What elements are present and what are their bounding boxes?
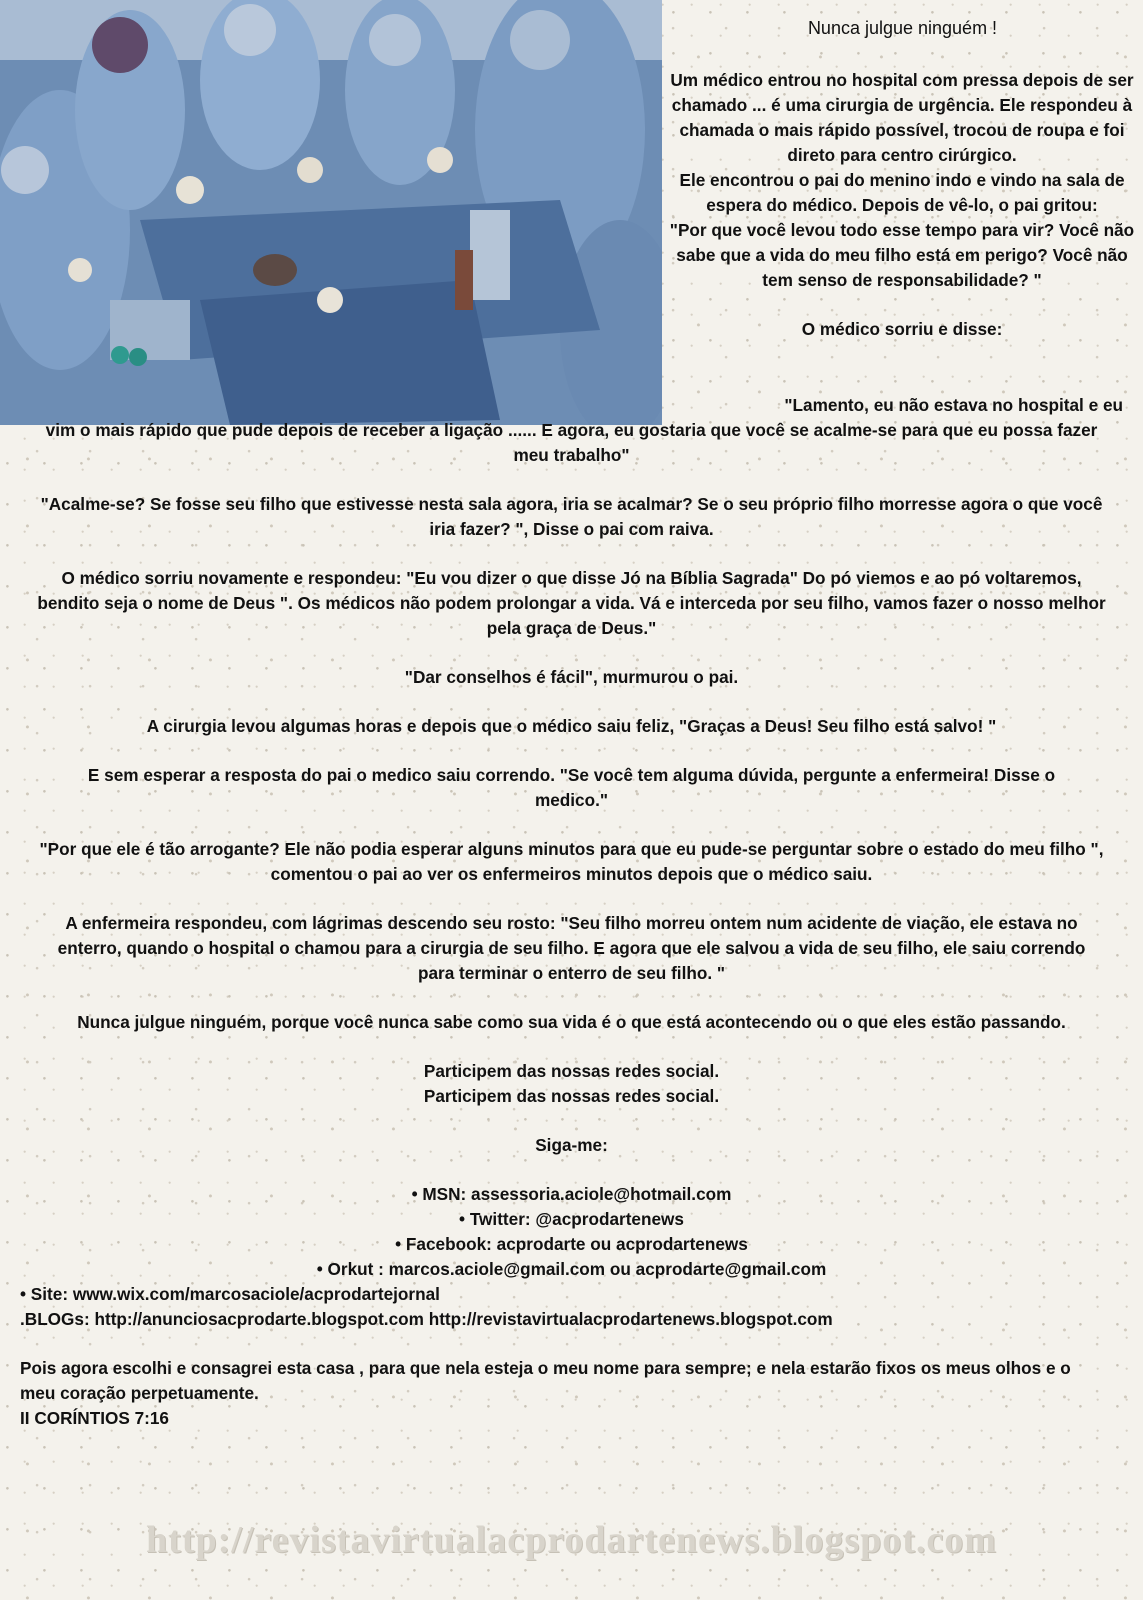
paragraph: "Acalme-se? Se fosse seu filho que estivesse nesta sala agora, iria se acalmar? Se o seu próprio filho morresse agora o que você iria fazer? ", Disse o pai com raiva. [40, 494, 1103, 539]
paragraph: A enfermeira respondeu, com lágrimas descendo seu rosto: "Seu filho morreu ontem num acidente de viação, ele estava no enterro, quando o hospital o chamou para a cirurgia de seu filho. E agora que ele salvou a vida de seu filho, ele saiu correndo para terminar o enterro de seu filho. " [57, 913, 1086, 983]
body-text [0, 393, 1143, 1431]
contact-twitter[interactable]: • Twitter: @acprodartenews [459, 1209, 684, 1229]
page-title: Nunca julgue ninguém ! [807, 18, 998, 38]
watermark-url: http://revistavirtualacprodartenews.blogspot.com [146, 1519, 997, 1561]
paragraph: "Por que ele é tão arrogante? Ele não podia esperar alguns minutos para que eu pude-se perguntar sobre o estado do meu filho ", comentou o pai ao ver os enfermeiros minutos depois que o médico saiu. [39, 839, 1104, 884]
paragraph: "Lamento, eu não estava no hospital e eu [784, 395, 1123, 415]
paragraph: O médico sorriu e disse: [801, 319, 1003, 339]
paragraph: O médico sorriu novamente e respondeu: "Eu vou dizer o que disse Jó na Bíblia Sagrada" Do pó viemos e ao pó voltaremos, bendito seja o nome de Deus ". Os médicos não podem prolongar a vida. Vá e interceda por seu filho, vamos fazer o nosso melhor pela graça de Deus." [37, 568, 1106, 638]
participem-line: Participem das nossas redes social. [423, 1086, 720, 1106]
verse: Pois agora escolhi e consagrei esta casa , para que nela esteja o meu nome para sempre; e nela estarão fixos os meus olhos e o meu coração perpetuamente. [20, 1358, 1071, 1403]
paragraph: E sem esperar a resposta do pai o medico saiu correndo. "Se você tem alguma dúvida, pergunte a enfermeira! Disse o medico." [87, 765, 1056, 810]
side-text [667, 68, 1137, 342]
surgery-photo [0, 0, 662, 425]
participem-line: Participem das nossas redes social. [423, 1061, 720, 1081]
paragraph: "Por que você levou todo esse tempo para vir? Você não sabe que a vida do meu filho está em perigo? Você não tem senso de responsabilidade? " [669, 220, 1135, 290]
paragraph: vim o mais rápido que pude depois de receber a ligação ...... E agora, eu gostaria que você se acalme-se para que eu possa fazer meu trabalho" [45, 420, 1098, 465]
paragraph: A cirurgia levou algumas horas e depois que o médico saiu feliz, "Graças a Deus! Seu filho está salvo! " [146, 716, 997, 736]
site-link[interactable]: • Site: www.wix.com/marcosaciole/acprodartejornal [20, 1284, 440, 1304]
paragraph: Nunca julgue ninguém, porque você nunca sabe como sua vida é o que está acontecendo ou o que eles estão passando. [77, 1012, 1066, 1032]
contact-orkut[interactable]: • Orkut : marcos.aciole@gmail.com ou acprodarte@gmail.com [316, 1259, 827, 1279]
siga-label: Siga-me: [535, 1135, 608, 1155]
paragraph: Ele encontrou o pai do menino indo e vindo na sala de espera do médico. Depois de vê-lo, o pai gritou: [679, 170, 1125, 215]
blogs-link[interactable]: .BLOGs: http://anunciosacprodarte.blogspot.com http://revistavirtualacprodartenews.blogspot.com [20, 1309, 833, 1329]
contact-msn[interactable]: • MSN: assessoria.aciole@hotmail.com [411, 1184, 732, 1204]
verse-reference: II CORÍNTIOS 7:16 [20, 1408, 169, 1428]
paragraph: Um médico entrou no hospital com pressa depois de ser chamado ... é uma cirurgia de urgência. Ele respondeu à chamada o mais rápido possível, trocou de roupa e foi direto para centro cirúrgico. [670, 70, 1134, 165]
paragraph: "Dar conselhos é fácil", murmurou o pai. [404, 667, 739, 687]
contact-facebook[interactable]: • Facebook: acprodarte ou acprodartenews [395, 1234, 748, 1254]
